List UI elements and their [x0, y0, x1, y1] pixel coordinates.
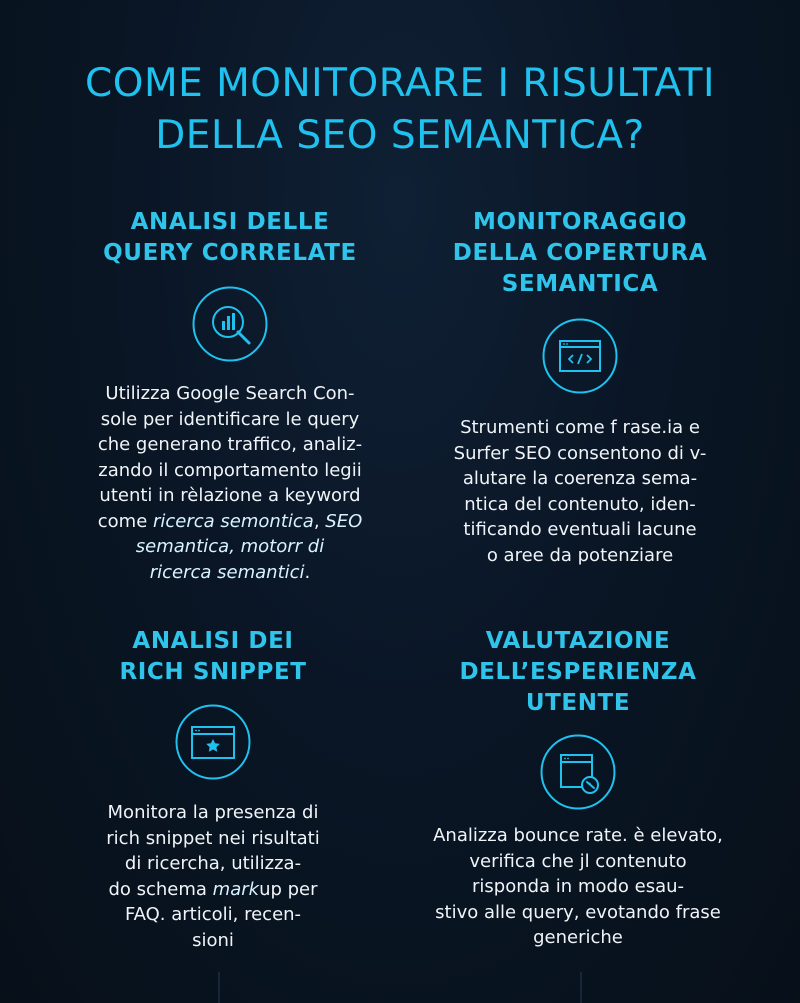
body-italic-keyword: ricerca semontica [153, 510, 314, 532]
body-italic-keyword: mark [212, 878, 260, 900]
section-body-line: Utilizza Google Search Con- [105, 383, 355, 404]
bottom-divider-left [218, 972, 220, 1003]
section-esperienza-utente [418, 626, 738, 951]
section-body-line: rich snippet nei risultati [106, 827, 320, 849]
section-body-line: Surfer SEO consentono di v- [453, 442, 707, 464]
section-body-line: Strumenti come f rase.ia e [460, 417, 700, 438]
section-heading-line: ANALISI DELLE [130, 209, 330, 235]
section-query-correlate [70, 207, 390, 585]
section-heading-line: MONITORAGGIO [472, 209, 688, 235]
section-heading-line: SEMANTICA [501, 271, 659, 297]
section-body-line: tificando eventuali lacune [463, 519, 697, 540]
body-italic-line: semantica, motorr di [135, 536, 325, 557]
section-body-line: Monitora la presenza di [107, 802, 319, 823]
body-text-fragment: up per [259, 878, 318, 900]
star-window-icon [174, 703, 252, 781]
section-heading [53, 626, 373, 688]
section-body-line [70, 509, 390, 535]
section-body-line [53, 877, 373, 903]
page-title [0, 58, 800, 162]
section-body-line: verifica che jl contenuto [469, 850, 687, 872]
body-text-fragment: , [313, 510, 326, 532]
code-window-icon [541, 317, 619, 395]
body-text-fragment: . [304, 561, 311, 583]
section-body-line: FAQ. articoli, recen- [124, 904, 302, 925]
section-body-line [70, 560, 390, 586]
section-body-line: alutare la coerenza sema- [462, 468, 698, 489]
section-heading-line: QUERY CORRELATE [103, 240, 357, 266]
section-body-line: generiche [533, 927, 623, 948]
section-heading-line: ANALISI DEI [132, 628, 294, 654]
section-body-line: Analizza bounce rate. è elevato, [433, 825, 723, 846]
section-body [53, 800, 373, 953]
section-body-line: sioni [192, 929, 234, 951]
section-body-line: risponda in modo esau- [471, 876, 685, 897]
section-body [70, 381, 390, 585]
body-italic-keyword: ricerca semantici [149, 561, 305, 583]
section-rich-snippet [53, 626, 373, 953]
section-body-line: sole per identificare le query [100, 408, 360, 430]
page-title-line-1: COME MONITORARE I RISULTATI [85, 61, 715, 106]
section-heading-line: DELLA COPERTURA [452, 240, 708, 266]
section-body-line: o aree da potenziare [486, 544, 674, 566]
section-body-line: ntica del contenuto, iden- [464, 493, 696, 515]
section-body-line: che generano traffico, analiz- [97, 434, 363, 455]
body-text-fragment: come [97, 510, 153, 532]
section-body-line: utenti in rèlazione a keyword [99, 485, 361, 506]
section-body-line: stivo alle query, evotando frase [435, 901, 721, 923]
search-analytics-icon [191, 285, 269, 363]
section-heading-line: VALUTAZIONE [485, 628, 671, 654]
section-heading [420, 207, 740, 300]
bottom-divider-right [580, 972, 582, 1003]
body-text-fragment: do schema [108, 878, 213, 900]
window-cursor-icon [539, 733, 617, 811]
section-heading [70, 207, 390, 269]
body-italic-keyword: SEO [325, 510, 363, 532]
page-title-line-2: DELLA SEO SEMANTICA? [155, 113, 645, 158]
section-body [420, 415, 740, 568]
section-body-line: zando il comportamento legii [98, 459, 362, 481]
section-body-line: di ricercha, utilizza- [124, 853, 302, 874]
section-heading [418, 626, 738, 719]
section-heading-line: RICH SNIPPET [119, 659, 307, 685]
section-heading-line: DELL’ESPERIENZA [459, 659, 697, 685]
section-copertura-semantica [420, 207, 740, 568]
section-heading-line: UTENTE [525, 690, 631, 716]
section-body [418, 823, 738, 951]
